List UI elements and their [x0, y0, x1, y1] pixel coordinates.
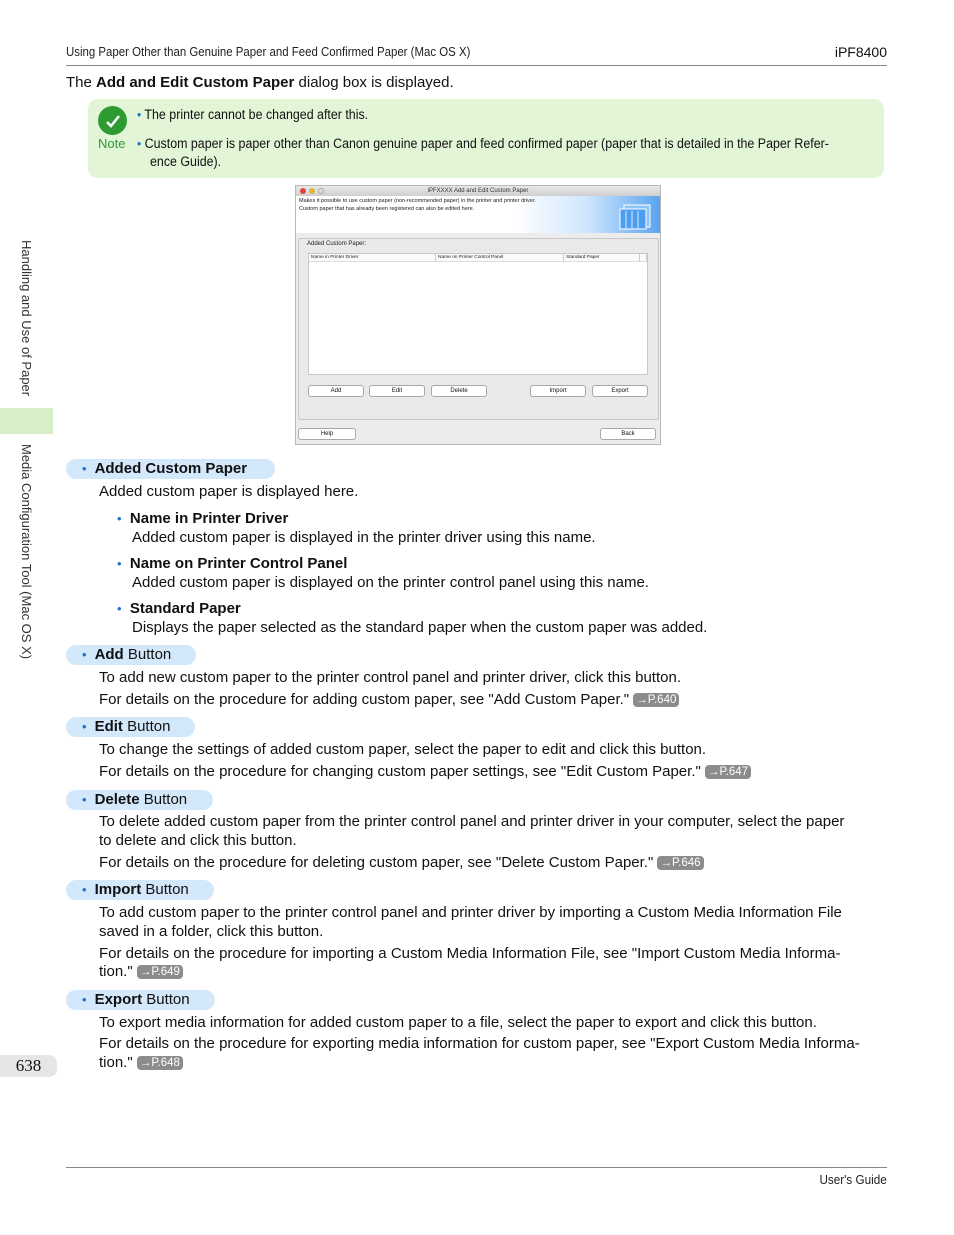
- import-desc: To add custom paper to the printer control panel and printer driver by importing a Custom Media Information File: [99, 904, 842, 921]
- added-desc: Added custom paper is displayed here.: [99, 483, 359, 500]
- group-label: Added Custom Paper:: [307, 241, 367, 247]
- column-header[interactable]: Name in Printer Driver: [309, 254, 436, 262]
- note-item-continued: ence Guide).: [150, 154, 222, 169]
- help-button[interactable]: Help: [298, 428, 356, 440]
- add-details: For details on the procedure for adding custom paper, see "Add Custom Paper." →P.640: [99, 690, 679, 709]
- export-details-continued: tion." →P.648: [99, 1053, 183, 1072]
- delete-details: For details on the procedure for deleting custom paper, see "Delete Custom Paper." →P.646: [99, 853, 704, 872]
- delete-button[interactable]: Delete: [431, 385, 487, 397]
- add-desc: To add new custom paper to the printer control panel and printer driver, click this button.: [99, 669, 681, 686]
- import-button[interactable]: Import: [530, 385, 586, 397]
- pencil-check-icon: [98, 106, 127, 135]
- note-item: • Custom paper is paper other than Canon genuine paper and feed confirmed paper (paper that is detailed in the Paper Refer-: [137, 136, 829, 151]
- intro-text: The Add and Edit Custom Paper dialog box is displayed.: [66, 74, 454, 91]
- import-details: For details on the procedure for importing a Custom Media Information File, see "Import Custom Media Informa-: [99, 945, 841, 962]
- section-tab[interactable]: Media Configuration Tool (Mac OS X): [19, 444, 34, 660]
- dialog-description: Makes it possible to use custom paper (non-recommended paper) in the printer and printer driver. Custom paper that has already been registered can also be edited here.: [299, 198, 536, 212]
- section-heading-added-custom-paper: • Added Custom Paper: [66, 459, 275, 479]
- page-reference-link[interactable]: →P.648: [137, 1056, 183, 1070]
- section-heading-delete-button: • Delete Button: [66, 790, 213, 810]
- dialog-name: Add and Edit Custom Paper: [96, 74, 295, 91]
- sub-desc: Added custom paper is displayed on the printer control panel using this name.: [132, 574, 649, 591]
- custom-paper-table[interactable]: [308, 253, 648, 375]
- edit-desc: To change the settings of added custom paper, select the paper to edit and click this button.: [99, 741, 707, 758]
- page-reference-link[interactable]: →P.649: [137, 965, 183, 979]
- delete-desc-continued: to delete and click this button.: [99, 832, 297, 849]
- sub-heading-name-in-printer-driver: • Name in Printer Driver: [117, 510, 289, 527]
- section-heading-edit-button: • Edit Button: [66, 717, 195, 737]
- back-button[interactable]: Back: [600, 428, 656, 440]
- column-header[interactable]: Standard Paper: [564, 254, 640, 262]
- header-divider: [66, 65, 887, 66]
- chapter-tab[interactable]: Handling and Use of Paper: [19, 240, 34, 397]
- printer-model: iPF8400: [834, 44, 887, 60]
- sub-heading-standard-paper: • Standard Paper: [117, 600, 241, 617]
- add-button[interactable]: Add: [308, 385, 364, 397]
- sub-heading-name-on-control-panel: • Name on Printer Control Panel: [117, 555, 348, 572]
- note-label: Note: [98, 136, 126, 151]
- zoom-window-icon: [318, 188, 324, 194]
- export-desc: To export media information for added custom paper to a file, select the paper to export and click this button.: [99, 1014, 817, 1031]
- page-reference-link[interactable]: →P.646: [657, 856, 703, 870]
- paper-stack-icon: [616, 199, 656, 231]
- dialog-screenshot: [295, 185, 661, 445]
- section-heading-add-button: • Add Button: [66, 645, 196, 665]
- footer-divider: [66, 1167, 887, 1168]
- section-heading-import-button: • Import Button: [66, 880, 214, 900]
- close-window-icon: [300, 188, 306, 194]
- running-header-title: Using Paper Other than Genuine Paper and Feed Confirmed Paper (Mac OS X): [66, 44, 471, 59]
- dialog-titlebar: iPFXXXX Add and Edit Custom Paper: [296, 186, 660, 196]
- page-reference-link[interactable]: →P.640: [633, 693, 679, 707]
- import-desc-continued: saved in a folder, click this button.: [99, 923, 324, 940]
- footer-guide-name: User's Guide: [819, 1172, 887, 1187]
- note-item: • The printer cannot be changed after this.: [137, 107, 369, 122]
- delete-desc: To delete added custom paper from the printer control panel and printer driver in your computer, select the paper: [99, 813, 845, 830]
- edit-details: For details on the procedure for changing custom paper settings, see "Edit Custom Paper." →P.647: [99, 762, 751, 781]
- column-header-filler: [640, 254, 647, 262]
- edit-button[interactable]: Edit: [369, 385, 425, 397]
- sidebar-active-marker: [0, 408, 53, 434]
- minimize-window-icon: [309, 188, 315, 194]
- page-number: 638: [0, 1055, 57, 1077]
- section-heading-export-button: • Export Button: [66, 990, 215, 1010]
- import-details-continued: tion." →P.649: [99, 962, 183, 981]
- sub-desc: Added custom paper is displayed in the printer driver using this name.: [132, 529, 596, 546]
- export-button[interactable]: Export: [592, 385, 648, 397]
- column-header[interactable]: Name on Printer Control Panel: [436, 254, 564, 262]
- page-reference-link[interactable]: →P.647: [705, 765, 751, 779]
- export-details: For details on the procedure for exporting media information for custom paper, see "Export Custom Media Informa-: [99, 1035, 860, 1052]
- sub-desc: Displays the paper selected as the standard paper when the custom paper was added.: [132, 619, 708, 636]
